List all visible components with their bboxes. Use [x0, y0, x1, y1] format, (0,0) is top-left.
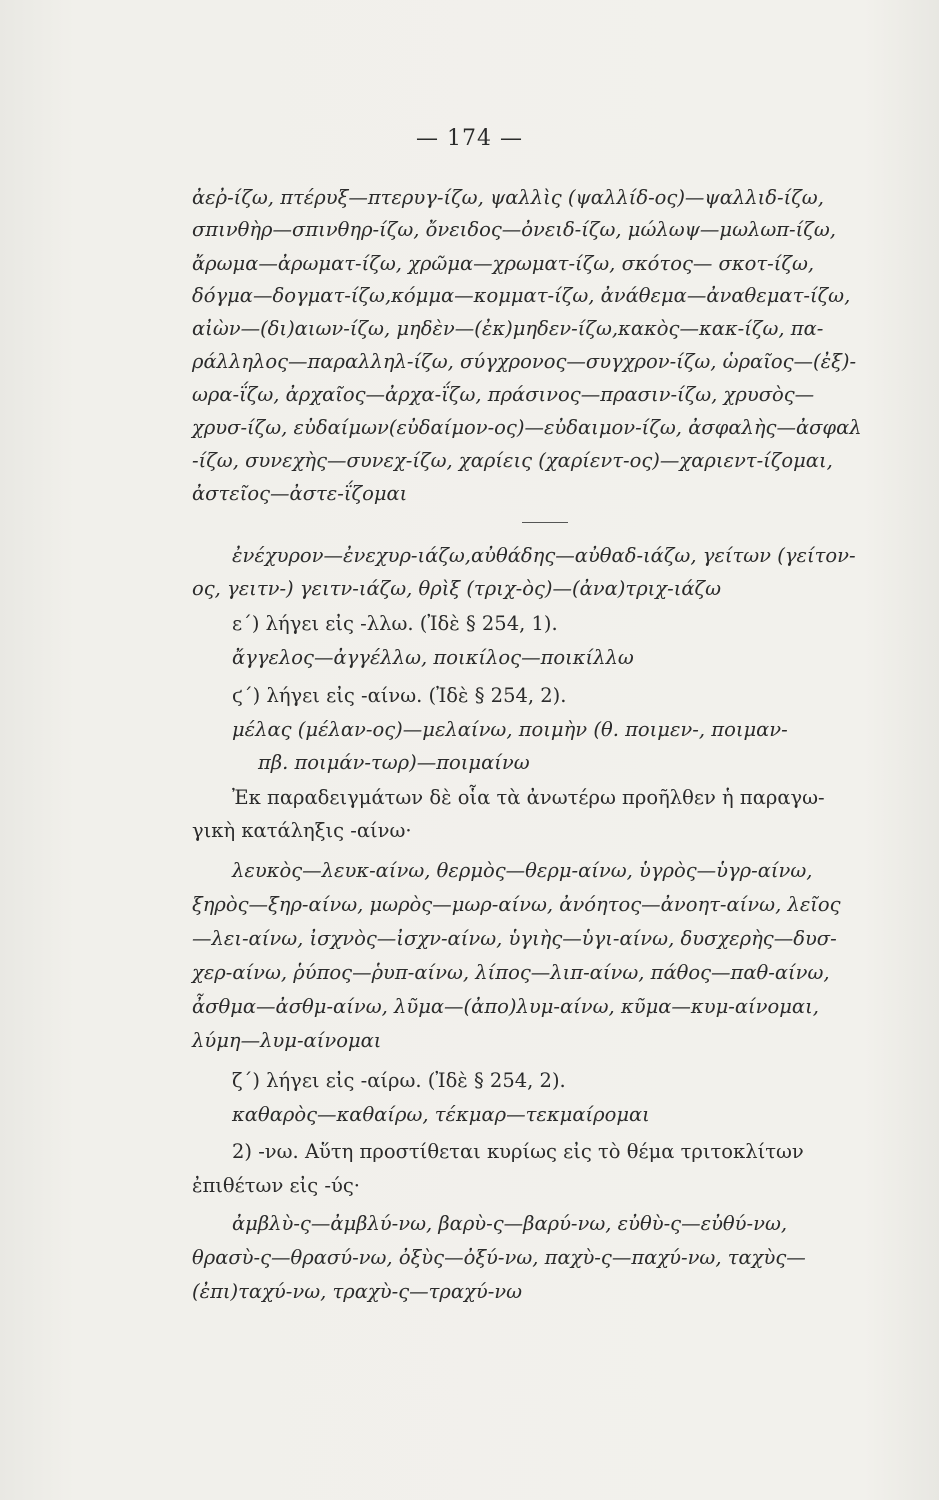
- section-heading: ϛ΄) λήγει εἰς -αίνω. (Ἰδὲ § 254, 2).: [232, 684, 567, 707]
- text-line: (ἐπι)ταχύ-νω, τραχὺ-ς—τραχύ-νω: [192, 1280, 523, 1303]
- section-divider: [522, 522, 568, 523]
- page-number: — 174 —: [416, 126, 523, 151]
- section-heading: 2) -νω. Αὕτη προστίθεται κυρίως εἰς τὸ θέμα τριτοκλίτων: [232, 1140, 804, 1163]
- text-line: ἐνέχυρον—ἐνεχυρ-ιάζω,αὐθάδης—αὐθαδ-ιάζω, γείτων (γείτον-: [232, 544, 856, 567]
- text-line: λύμη—λυμ-αίνομαι: [192, 1029, 382, 1052]
- text-line: Ἐκ παραδειγμάτων δὲ οἷα τὰ ἀνωτέρω προῆλθεν ἡ παραγω-: [232, 786, 825, 809]
- text-line: ωρα-ΐζω, ἀρχαῖος—ἀρχα-ΐζω, πράσινος—πρασιν-ίζω, χρυσὸς—: [192, 383, 815, 406]
- text-line: -ίζω, συνεχὴς—συνεχ-ίζω, χαρίεις (χαρίεντ-ος)—χαριεντ-ίζομαι,: [192, 449, 833, 472]
- text-line: ος, γειτν-) γειτν-ιάζω, θρὶξ (τριχ-ὸς)—(ἀνα)τριχ-ιάζω: [192, 577, 721, 600]
- text-line: —λει-αίνω, ἰσχνὸς—ἰσχν-αίνω, ὑγιὴς—ὑγι-αίνω, δυσχερὴς—δυσ-: [192, 927, 837, 950]
- text-line: ἀεῤ-ίζω, πτέρυξ—πτερυγ-ίζω, ψαλλὶς (ψαλλίδ-ος)—ψαλλιδ-ίζω,: [192, 186, 824, 209]
- text-line: αἰὼν—(δι)αιων-ίζω, μηδὲν—(ἐκ)μηδεν-ίζω,κακὸς—κακ-ίζω, πα-: [192, 317, 824, 340]
- text-line: ἀμβλὺ-ς—ἀμβλύ-νω, βαρὺ-ς—βαρύ-νω, εὐθὺ-ς—εὐθύ-νω,: [232, 1212, 788, 1235]
- text-line: χρυσ-ίζω, εὐδαίμων(εὐδαίμον-ος)—εὐδαιμον-ίζω, ἀσφαλὴς—ἀσφαλ: [192, 416, 862, 439]
- text-line: ἄγγελος—ἀγγέλλω, ποικίλος—ποικίλλω: [232, 646, 634, 669]
- section-heading: ε΄) λήγει εἰς -λλω. (Ἰδὲ § 254, 1).: [232, 612, 558, 635]
- text-line: μέλας (μέλαν-ος)—μελαίνω, ποιμὴν (θ. ποιμεν-, ποιμαν-: [232, 718, 788, 741]
- text-line: καθαρὸς—καθαίρω, τέκμαρ—τεκμαίρομαι: [232, 1103, 650, 1126]
- text-line: ἀστεῖος—ἀστε-ΐζομαι: [192, 482, 408, 505]
- text-line: θρασὺ-ς—θρασύ-νω, ὀξὺς—ὀξύ-νω, παχὺ-ς—παχύ-νω, ταχὺς—: [192, 1246, 806, 1269]
- text-line: ἄρωμα—ἀρωματ-ίζω, χρῶμα—χρωματ-ίζω, σκότος— σκοτ-ίζω,: [192, 252, 815, 275]
- text-line: ξηρὸς—ξηρ-αίνω, μωρὸς—μωρ-αίνω, ἀνόητος—ἀνοητ-αίνω, λεῖος: [192, 893, 841, 916]
- section-heading: ζ΄) λήγει εἰς -αίρω. (Ἰδὲ § 254, 2).: [232, 1069, 566, 1092]
- text-line: δόγμα—δογματ-ίζω,κόμμα—κομματ-ίζω, ἀνάθεμα—ἀναθεματ-ίζω,: [192, 284, 851, 307]
- text-line: πβ. ποιμάν-τωρ)—ποιμαίνω: [258, 751, 530, 774]
- text-line: σπινθὴρ—σπινθηρ-ίζω, ὄνειδος—ὀνειδ-ίζω, μώλωψ—μωλωπ-ίζω,: [192, 218, 836, 241]
- text-line: λευκὸς—λευκ-αίνω, θερμὸς—θερμ-αίνω, ὑγρὸς—ὑγρ-αίνω,: [232, 859, 813, 882]
- text-line: γικὴ κατάληξις -αίνω·: [192, 819, 412, 842]
- text-line: ἆσθμα—ἀσθμ-αίνω, λῦμα—(ἀπο)λυμ-αίνω, κῦμα—κυμ-αίνομαι,: [192, 995, 819, 1018]
- text-line: ἐπιθέτων εἰς -ύς·: [192, 1174, 360, 1197]
- text-line: χερ-αίνω, ῥύπος—ῥυπ-αίνω, λίπος—λιπ-αίνω, πάθος—παθ-αίνω,: [192, 961, 830, 984]
- text-line: ράλληλος—παραλληλ-ίζω, σύγχρονος—συγχρον-ίζω, ὡραῖος—(ἐξ)-: [192, 350, 857, 373]
